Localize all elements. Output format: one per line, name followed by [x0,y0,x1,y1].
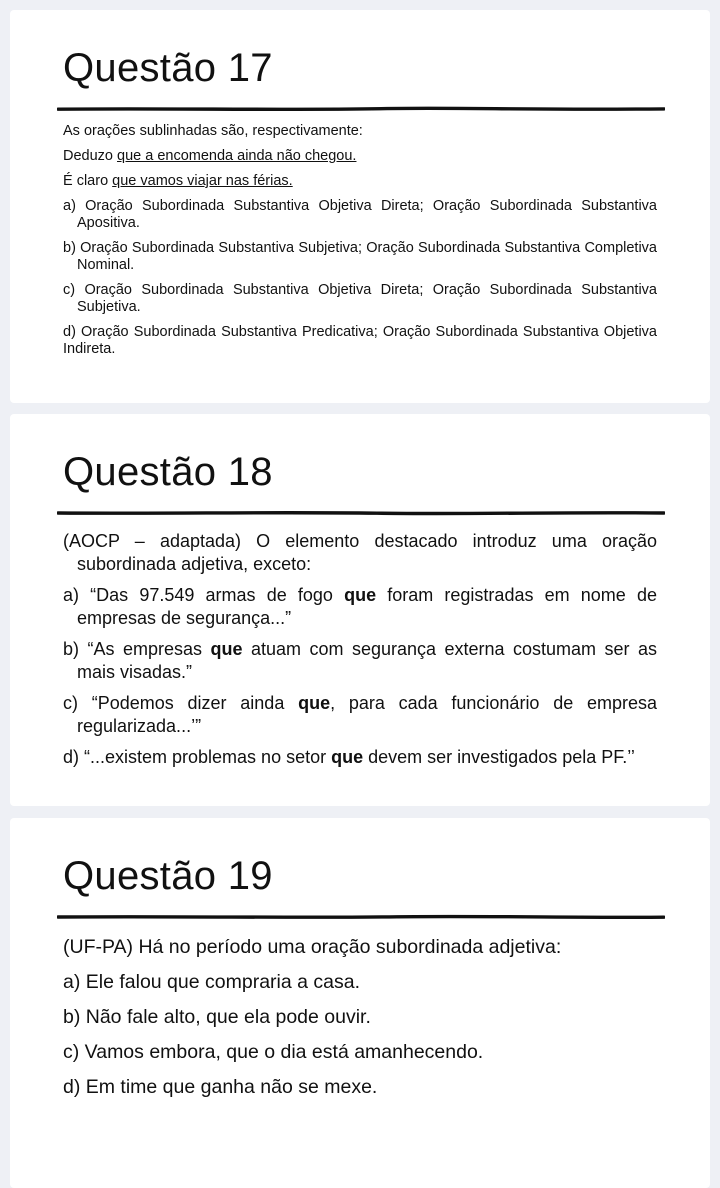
option-c-text-after: , para cada funcionário de empresa regularizada...’” [77,693,657,736]
question-17-intro: As orações sublinhadas são, respectivamente: [63,123,363,139]
option-d-text-before: d) “...existem problemas no setor [63,747,332,767]
option-a-text-after: foram registradas em nome de empresas de segurança...” [77,585,657,628]
question-17-body [63,123,657,358]
title-divider [57,912,665,922]
question-18-body [63,530,657,769]
question-17-option-d[interactable]: d) Oração Subordinada Substantiva Predicativa; Oração Subordinada Substantiva Objetiva Indireta. [63,324,657,357]
question-19-intro: (UF-PA) Há no período uma oração subordinada adjetiva: [63,936,562,958]
question-17-title: Questão 17 [63,46,273,90]
question-18-intro: (AOCP – adaptada) O elemento destacado introduz uma oração subordinada adjetiva, exceto: [63,531,657,574]
option-a-text-before: a) “Das 97.549 armas de fogo [63,585,345,605]
question-18-card [10,414,710,806]
option-d-highlight: que [331,747,364,767]
question-17-card [10,10,710,403]
question-19-option-c[interactable]: c) Vamos embora, que o dia está amanhecendo. [63,1041,484,1063]
question-19-option-a[interactable]: a) Ele falou que compraria a casa. [63,971,360,993]
title-divider [57,104,665,114]
question-19-card [10,818,710,1188]
question-18-option-a[interactable] [63,584,657,630]
option-b-text-before: b) “As empresas [63,639,211,659]
question-18-option-d[interactable] [63,746,657,769]
question-18-title: Questão 18 [63,450,273,494]
question-17-option-b[interactable]: b) Oração Subordinada Substantiva Subjetiva; Oração Subordinada Substantiva Completiva Nominal. [63,240,657,273]
option-c-text-before: c) “Podemos dizer ainda [63,693,299,713]
question-18-option-c[interactable] [63,692,657,738]
question-19-option-b[interactable]: b) Não fale alto, que ela pode ouvir. [63,1006,371,1028]
sentence-1-prefix: Deduzo [63,148,118,164]
question-19-title: Questão 19 [63,854,273,898]
sentence-1-underlined: que a encomenda ainda não chegou. [117,148,357,164]
question-19-body [63,934,657,1100]
option-c-highlight: que [298,693,331,713]
title-divider [57,508,665,518]
question-17-sentence-1 [63,148,657,165]
question-17-option-c[interactable]: c) Oração Subordinada Substantiva Objetiva Direta; Oração Subordinada Substantiva Subjetiva. [63,282,657,315]
option-a-highlight: que [344,585,377,605]
option-d-text-after: devem ser investigados pela PF.’’ [363,747,635,767]
option-b-highlight: que [210,639,243,659]
sentence-2-underlined: que vamos viajar nas férias. [112,173,293,189]
question-17-option-a[interactable]: a) Oração Subordinada Substantiva Objetiva Direta; Oração Subordinada Substantiva Apositiva. [63,198,657,231]
question-18-option-b[interactable] [63,638,657,684]
question-17-sentence-2 [63,173,657,190]
sentence-2-prefix: É claro [63,173,113,189]
question-19-option-d[interactable]: d) Em time que ganha não se mexe. [63,1076,378,1098]
option-b-text-after: atuam com segurança externa costumam ser as mais visadas.” [77,639,657,682]
